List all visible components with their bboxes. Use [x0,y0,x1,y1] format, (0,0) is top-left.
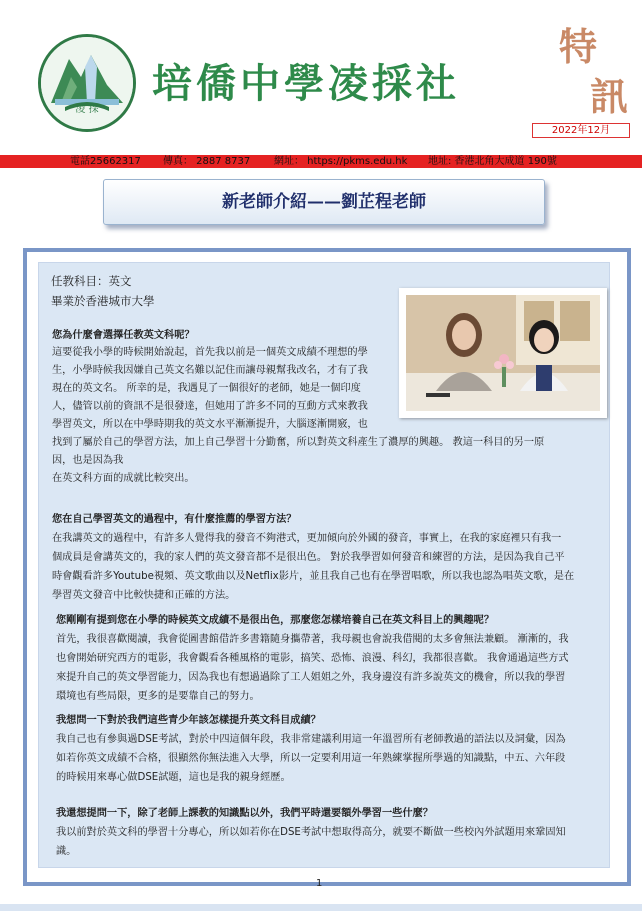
answer-1-line-1: 這要從我小學的時候開始說起，首先我以前是一個英文成績不理想的學 [52,347,368,358]
answer-5-line-2: 識。 [56,846,77,857]
answer-2-line-2: 個成員是會講英文的，我的家人們的英文發音都不是很出色。 對於我學習如何發音和練習的方法，是因為我自己平 [52,552,565,563]
logo-text: 凌 採 [75,104,99,115]
special-issue-mark [548,22,628,122]
answer-3-line-1: 首先，我很喜歡閱讀，我會從圖書館借許多書籍隨身攜帶著，我母親也會說我借閱的太多會無法兼顧。 漸漸的，我 [56,634,569,645]
photo-image [406,295,600,411]
answer-3-line-2: 也會開始研究西方的電影，我會觀看各種風格的電影，搞笑、恐怖、浪漫、科幻，我都很喜歡。 我會通過這些方式 [56,653,569,664]
answer-2-line-4: 學習英文發音中比較快捷和正確的方法。 [52,590,236,601]
website-link[interactable]: 網址： https://pkms.edu.hk [274,156,408,167]
school-name: 培僑中學凌採社 [152,60,460,107]
answer-4-line-3: 的時候用來專心做DSE試題，這也是我的親身經歷。 [56,772,291,783]
answer-1-line-8: 在英文科方面的成就比較突出。 [52,473,195,484]
answer-1-line-4: 人，儘管以前的資訊不是很發達，但她用了許多不同的互動方式來教我 [52,401,368,412]
subject-line: 任教科目：英文 [51,274,132,288]
special-char-1: 特 [558,24,597,69]
phone-text: 電話25662317 [70,156,141,167]
fax-text: 傳真： 2887 8737 [163,156,251,167]
question-4: 我想問一下對於我們這些青少年該怎樣提升英文科目成績？ [56,715,321,726]
answer-1-line-6: 找到了屬於自己的學習方法，加上自己學習十分勤奮，所以對英文科產生了濃厚的興趣。 教這一科目的另一原 [52,437,545,448]
article-title: 新老師介紹——劉芷程老師 [103,179,545,225]
teacher-photo [399,288,607,418]
issue-date: 2022年12月 [532,123,630,138]
graduated-line: 畢業於香港城市大學 [51,294,155,308]
question-5: 我還想提問一下，除了老師上課教的知識點以外，我們平時還要額外學習一些什麼？ [56,808,433,819]
answer-1-line-5: 學習英文，所以在中學時期我的英文水平漸漸提升，大腦逐漸開竅，也 [52,419,368,430]
answer-1-line-7: 因，也是因為我 [52,455,124,466]
school-logo [38,34,136,132]
answer-2-line-3: 時會觀看許多Youtube視頻、英文歌曲以及Netflix影片，並且我自己也有在學習唱歌，所以我也認為唱英文歌，是在 [52,571,575,582]
answer-4-line-2: 如若你英文成績不合格，很顯然你無法進入大學，所以一定要利用這一年熟練掌握所學過的知識點，中五、六年段 [56,753,566,764]
answer-1-line-2: 生，小學時候我因嫌自己英文名難以記住而讓母親幫我改名，才有了我 [52,365,368,376]
address-text: 地址: 香港北角大成道 190號 [428,156,557,167]
question-3: 您剛剛有提到您在小學的時候英文成績不是很出色，那麼您怎樣培養自己在英文科目上的興趣呢？ [56,615,495,626]
special-char-2: 訊 [589,74,628,119]
answer-3-line-4: 環境也有些局限，更多的是要靠自己的努力。 [56,691,260,702]
answer-3-line-3: 來提升自己的英文學習能力，因為我也有想過過除了工人姐姐之外，我身邊沒有許多說英文的機會，所以我的學習 [56,672,566,683]
page-number: 1 [316,878,323,889]
answer-1-line-3: 現在的英文名。 所幸的是，我遇見了一個很好的老師，她是一個印度 [52,383,361,394]
answer-2-line-1: 在我講英文的過程中，有許多人覺得我的發音不夠港式，更加傾向於外國的發音，事實上，在我的家庭裡只有我一 [52,533,562,544]
question-2: 您在自己學習英文的過程中，有什麼推薦的學習方法？ [52,514,297,525]
waterfall-icon [41,37,133,129]
contact-bar [0,155,642,168]
footer-band [0,904,642,911]
answer-4-line-1: 我自己也有參與過DSE考試，對於中四這個年段，我非常建議利用這一年溫習所有老師教過的語法以及詞彙，因為 [56,734,566,745]
question-1: 您為什麼會選擇任教英文科呢？ [52,330,195,341]
answer-5-line-1: 我以前對於英文科的學習十分專心，所以如若你在DSE考試中想取得高分，就要不斷做一些校內外試題用來鞏固知 [56,827,566,838]
